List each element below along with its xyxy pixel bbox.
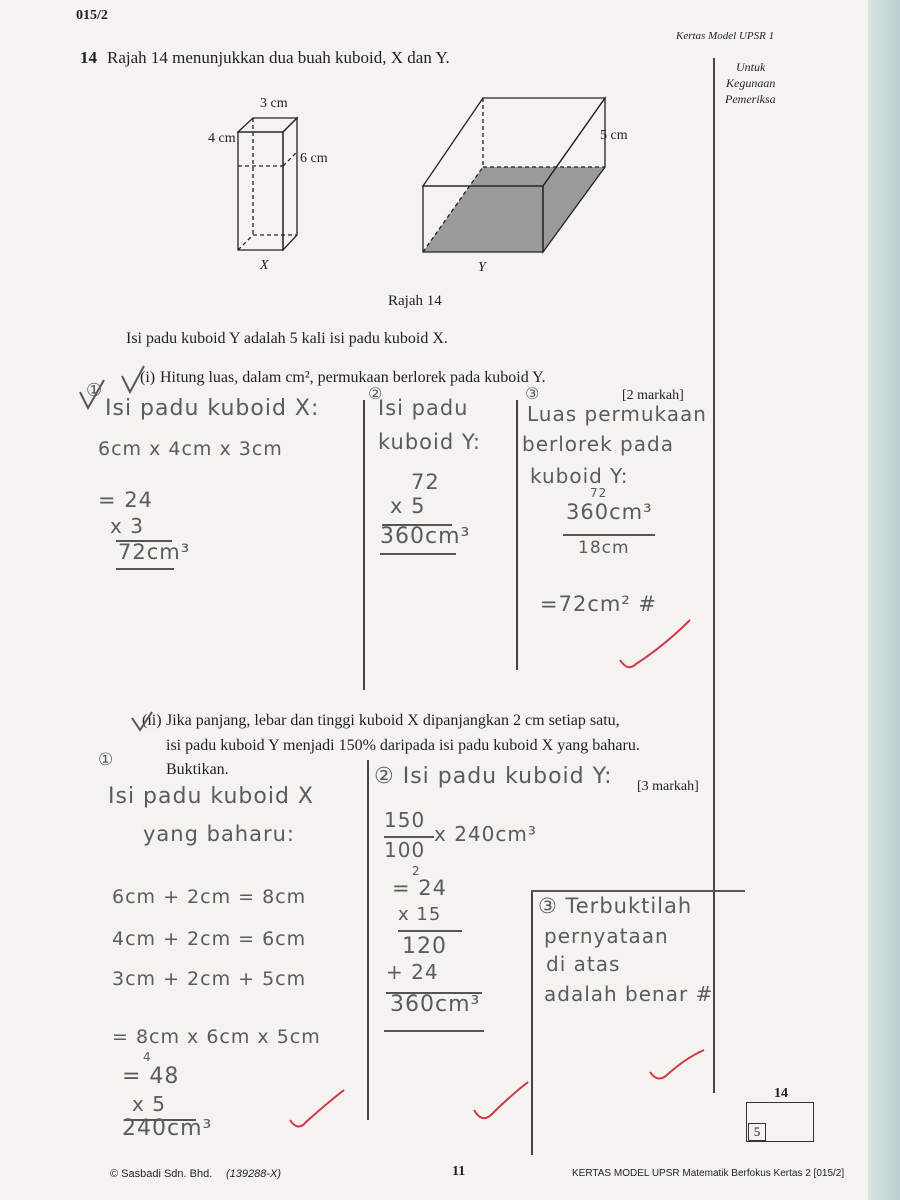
- work-i-col2-title1: Isi padu: [378, 396, 469, 420]
- work-ii-col2-l3: 120: [402, 934, 447, 959]
- footer-reg: (139288-X): [226, 1168, 282, 1180]
- work-i-col1-expr: 6cm x 4cm x 3cm: [98, 438, 283, 460]
- work-i-col2-mult: x 5: [390, 494, 426, 518]
- work-ii-col2-frac-den: 100: [384, 838, 426, 862]
- work-ii-col1-l2: 4cm + 2cm = 6cm: [112, 928, 307, 950]
- work-ii-box-top: [531, 890, 745, 892]
- work-ii-col2-l2: x 15: [398, 904, 442, 925]
- work-i-col3-num: 360cm³: [566, 500, 653, 524]
- work-ii-col1-l5: = 48: [122, 1064, 180, 1089]
- work-i-col2-result: 360cm³: [380, 524, 471, 549]
- part-i-marks: [2 markah]: [622, 388, 684, 403]
- work-ii-col3-l2: pernyataan: [544, 924, 669, 948]
- work-ii-col1-l3: 3cm + 2cm + 5cm: [112, 968, 307, 990]
- work-ii-col3-l3: di atas: [546, 952, 621, 976]
- part-ii-line2: isi padu kuboid Y menjadi 150% daripada isi padu kuboid X yang baharu.: [166, 737, 640, 754]
- work-i-col1-eq: = 24: [98, 488, 153, 512]
- work-i-col1-result: 72cm³: [118, 540, 191, 564]
- paper-code: 015/2: [76, 8, 108, 23]
- work-ii-col2-l1: = 24: [392, 876, 447, 900]
- work-ii-col2-frac-tail: x 240cm³: [434, 822, 537, 846]
- x-dim-left: 4 cm: [208, 131, 236, 146]
- work-i-col3-title3: kuboid Y:: [530, 464, 629, 488]
- margin-line-2: Kegunaan: [726, 76, 776, 90]
- part-i-marker: (i): [140, 369, 156, 386]
- score-total: 14: [774, 1086, 788, 1101]
- work-ii-col1-l4: = 8cm x 6cm x 5cm: [112, 1026, 321, 1048]
- work-i-col1-mult: x 3: [110, 514, 144, 538]
- work-i-step-1: ①: [86, 380, 104, 401]
- part-ii-line1: Jika panjang, lebar dan tinggi kuboid X dipanjangkan 2 cm setiap satu,: [166, 712, 620, 729]
- diagram-caption: Rajah 14: [388, 293, 442, 309]
- work-i-divider-2: [516, 400, 518, 670]
- y-dim-right: 5 cm: [600, 128, 628, 143]
- work-i-divider-1: [363, 400, 365, 690]
- work-i-col3-answer: =72cm² #: [540, 592, 658, 616]
- y-label: Y: [478, 260, 486, 275]
- work-i-col3-fraction-bar: [563, 534, 655, 536]
- work-i-step-3: ③: [525, 384, 541, 403]
- work-ii-col2-carry: 2: [412, 864, 421, 878]
- work-i-col2-title2: kuboid Y:: [378, 430, 481, 454]
- work-i-col1-title: Isi padu kuboid X:: [105, 396, 320, 421]
- series-title: Kertas Model UPSR 1: [676, 30, 775, 42]
- margin-line-1: Untuk: [736, 60, 766, 74]
- question-intro: Rajah 14 menunjukkan dua buah kuboid, X dan Y.: [107, 48, 450, 67]
- question-number: 14: [80, 48, 97, 67]
- work-ii-col2-l4: + 24: [386, 960, 439, 984]
- work-ii-divider-1: [367, 760, 369, 1120]
- x-label: X: [260, 258, 269, 273]
- work-ii-step-1: ①: [98, 750, 115, 770]
- work-ii-col1-title2: yang baharu:: [143, 822, 296, 846]
- work-ii-col1-l1: 6cm + 2cm = 8cm: [112, 886, 307, 908]
- part-ii-marks: [3 markah]: [637, 779, 699, 794]
- cuboid-diagram: [0, 0, 900, 320]
- work-ii-col2-result: 360cm³: [390, 992, 481, 1017]
- part-ii-line3: Buktikan.: [166, 761, 229, 778]
- work-ii-divider-2: [531, 890, 533, 1155]
- work-ii-col1-carry: 4: [143, 1050, 152, 1064]
- part-ii-marker: (ii): [142, 712, 162, 729]
- work-i-col1-underline: [116, 568, 174, 570]
- work-i-col3-title2: berlorek pada: [522, 432, 674, 456]
- work-ii-col2-title: ② Isi padu kuboid Y:: [374, 764, 613, 789]
- work-ii-col1-title1: Isi padu kuboid X: [108, 784, 314, 809]
- work-i-col3-title1: Luas permukaan: [527, 402, 707, 426]
- work-i-step-2: ②: [368, 384, 384, 403]
- part-i-text: Hitung luas, dalam cm², permukaan berlorek pada kuboid Y.: [160, 369, 546, 386]
- footer-page-number: 11: [452, 1164, 466, 1179]
- work-ii-col2-underline: [384, 1030, 484, 1032]
- work-ii-col1-l6: x 5: [132, 1092, 166, 1116]
- work-ii-col1-result: 240cm³: [122, 1116, 213, 1141]
- footer-title: KERTAS MODEL UPSR Matematik Berfokus Kertas 2 [015/2]: [572, 1168, 845, 1179]
- work-ii-col2-frac-num: 150: [384, 808, 426, 832]
- work-i-col2-top: 72: [411, 470, 440, 494]
- x-dim-top: 3 cm: [260, 96, 288, 111]
- work-i-col3-den: 18cm: [578, 538, 630, 558]
- x-dim-right: 6 cm: [300, 151, 328, 166]
- work-ii-col3-l4: adalah benar #: [544, 982, 714, 1006]
- work-ii-col3-l1: ③ Terbuktilah: [538, 894, 693, 918]
- work-i-col3-carry: 72: [590, 486, 608, 500]
- score-obtained: 5: [748, 1123, 766, 1141]
- work-ii-col2-rule-1: [398, 930, 462, 932]
- footer-copyright: © Sasbadi Sdn. Bhd.: [110, 1168, 213, 1180]
- work-i-col2-underline: [380, 553, 456, 555]
- question-statement: Isi padu kuboid Y adalah 5 kali isi padu kuboid X.: [126, 330, 448, 347]
- margin-line-3: Pemeriksa: [725, 92, 776, 106]
